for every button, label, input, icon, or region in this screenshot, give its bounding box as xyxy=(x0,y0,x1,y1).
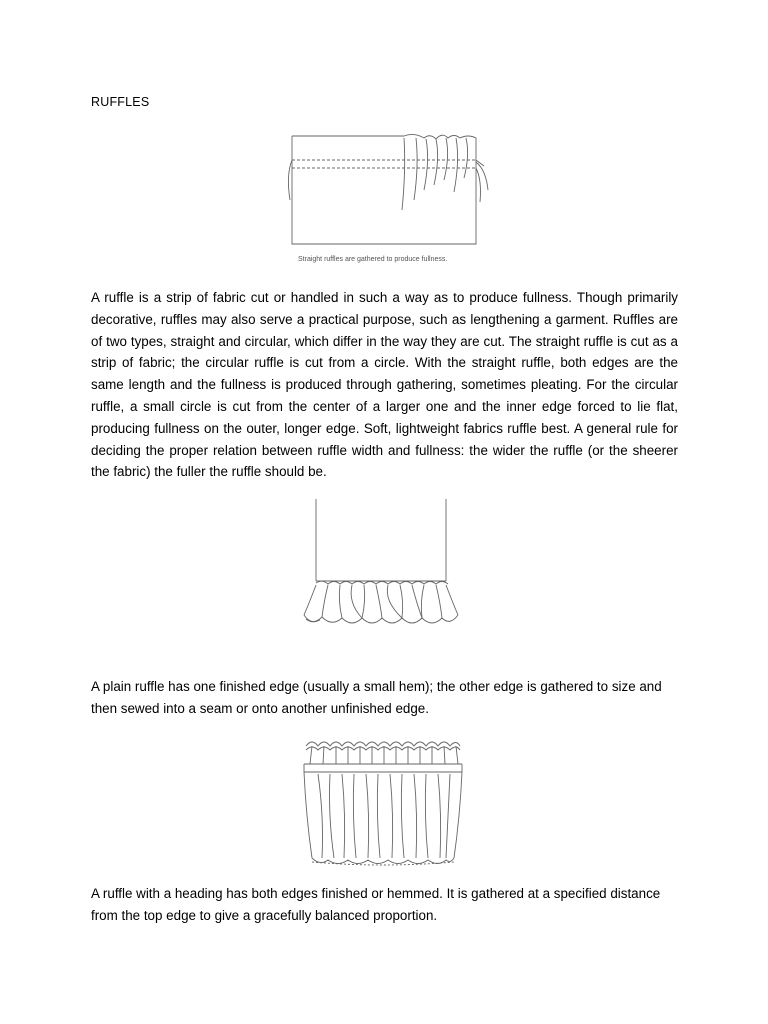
paragraph-heading-ruffle: A ruffle with a heading has both edges finished or hemmed. It is gathered at a specified distance from the top edge to give a gracefully balanced proportion. xyxy=(91,886,661,923)
paragraph-intro: A ruffle is a strip of fabric cut or handled in such a way as to produce fullness. Though primarily decorative, ruffles may also serve a practical purpose, such as lengthening a garment. Ruffles are of two types, straight and circular, which differ in the way they are cut. The straight ruffle is cut as a strip of fabric; the circular ruffle is cut from a circle. With the straight ruffle, both edges are the same length and the fullness is produced through gathering, sometimes pleating. For the circular ruffle, a small circle is cut from the center of a larger one and the inner edge forced to lie flat, producing fullness on the outer, longer edge. Soft, lightweight fabrics ruffle best. A general rule for deciding the proper relation between ruffle width and fullness: the wider the ruffle (or the sheerer the fabric) the fuller the ruffle should be. xyxy=(91,290,678,480)
heading-ruffle-illustration-icon xyxy=(298,736,466,870)
straight-ruffle-illustration-icon xyxy=(284,130,494,270)
plain-ruffle-figure xyxy=(300,497,462,629)
straight-ruffle-figure xyxy=(284,130,494,270)
paragraph-plain-ruffle: A plain ruffle has one finished edge (usually a small hem); the other edge is gathered to size and then sewed into a seam or onto another unfinished edge. xyxy=(91,679,662,716)
heading-ruffle-figure xyxy=(298,736,466,870)
figure-caption: Straight ruffles are gathered to produce fullness. xyxy=(298,256,448,263)
page-heading: RUFFLES xyxy=(91,95,150,109)
plain-ruffle-illustration-icon xyxy=(300,497,462,629)
